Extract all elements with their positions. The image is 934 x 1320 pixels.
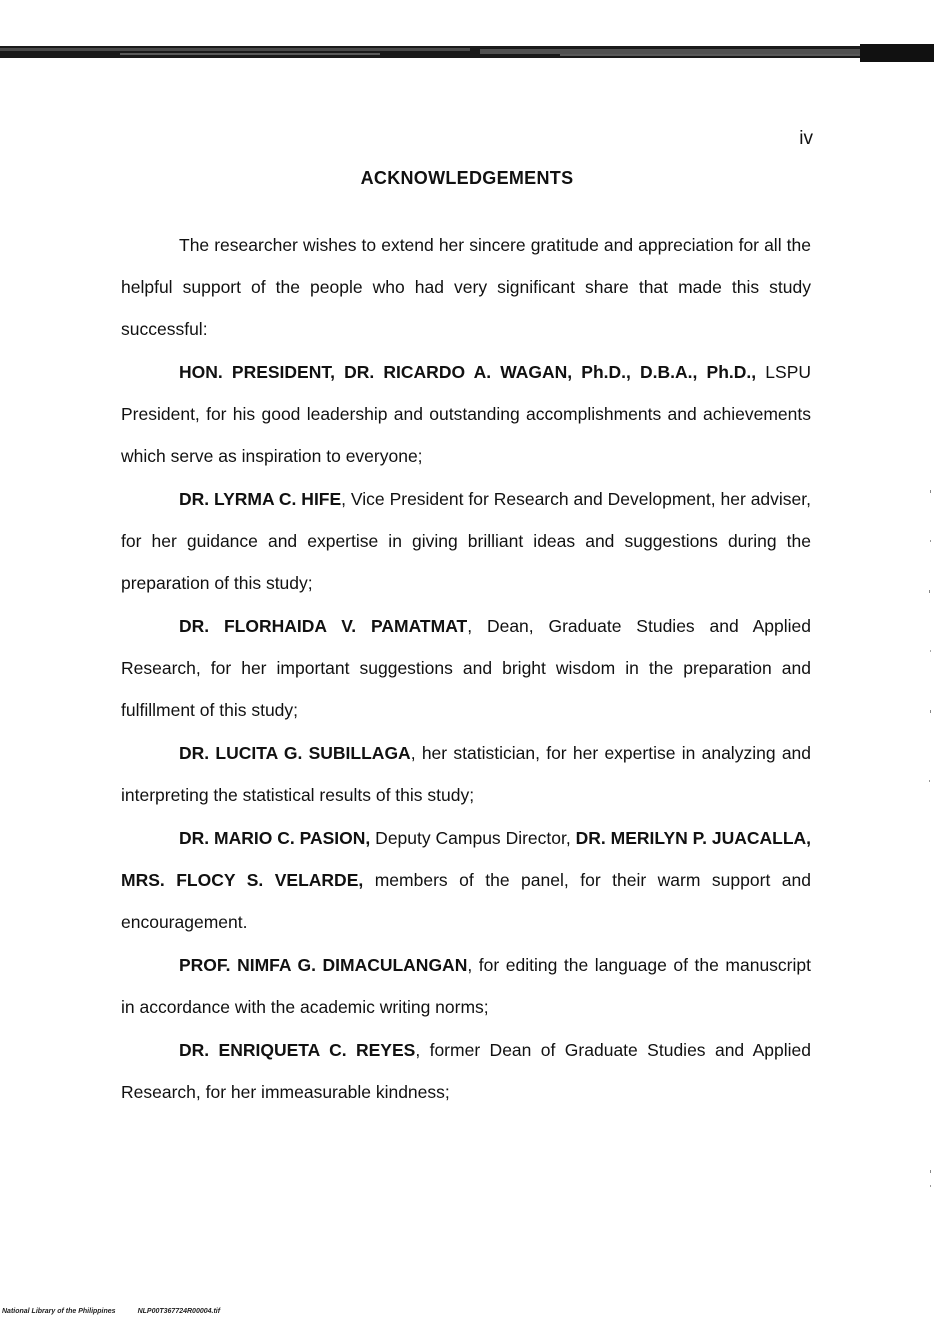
paragraph-text: , her statistician, for her expertise in analyzing and interpreting the statistical results of this study; <box>121 743 812 805</box>
acknowledgement-paragraph <box>121 351 811 477</box>
paragraph-text: , Vice President for Research and Development, her adviser, for her guidance and expertise in giving brilliant ideas and suggestions during the preparation of this study; <box>121 489 811 593</box>
scan-edge-specks <box>924 480 934 1200</box>
person-name: DR. MERILYN P. JUACALLA, MRS. FLOCY S. VELARDE, <box>121 828 812 890</box>
acknowledgement-paragraph <box>121 817 811 943</box>
acknowledgement-paragraph <box>121 1029 811 1113</box>
person-name: DR. LYRMA C. HIFE <box>179 489 342 509</box>
acknowledgement-paragraph <box>121 732 811 816</box>
acknowledgement-paragraph <box>121 478 811 604</box>
acknowledgement-paragraph <box>121 944 811 1028</box>
paragraph-text: , former Dean of Graduate Studies and Applied Research, for her immeasurable kindness; <box>121 1040 811 1102</box>
page-number: iv <box>799 128 813 149</box>
acknowledgements-body <box>121 224 811 1114</box>
paragraph-text: , for editing the language of the manuscript in accordance with the academic writing norms; <box>121 955 811 1017</box>
person-name: HON. PRESIDENT, DR. RICARDO A. WAGAN, Ph.D., D.B.A., Ph.D., <box>179 362 757 382</box>
scan-edge-bar <box>0 44 934 62</box>
person-name: DR. MARIO C. PASION, <box>179 828 371 848</box>
person-name: PROF. NIMFA G. DIMACULANGAN <box>179 955 468 975</box>
intro-paragraph <box>121 224 811 350</box>
file-id: NLP00T367724R00004.tif <box>137 1308 221 1315</box>
page-title: ACKNOWLEDGEMENTS <box>360 168 574 188</box>
person-name: DR. FLORHAIDA V. PAMATMAT <box>179 616 468 636</box>
paragraph-text: Deputy Campus Director, <box>370 828 576 848</box>
person-name: DR. LUCITA G. SUBILLAGA <box>179 743 411 763</box>
paragraph-text: The researcher wishes to extend her sincere gratitude and appreciation for all the helpful support of the people who had very significant share that made this study successful: <box>121 235 811 339</box>
person-name: DR. ENRIQUETA C. REYES <box>179 1040 416 1060</box>
paragraph-text: , Dean, Graduate Studies and Applied Research, for her important suggestions and bright wisdom in the preparation and fulfillment of this study; <box>121 616 811 720</box>
acknowledgement-paragraph <box>121 605 811 731</box>
scan-footer <box>2 1308 220 1315</box>
library-name: National Library of the Philippines <box>2 1308 116 1315</box>
paragraph-text: LSPU President, for his good leadership and outstanding accomplishments and achievements which serve as inspiration to everyone; <box>121 362 812 466</box>
paragraph-text: members of the panel, for their warm support and encouragement. <box>121 870 811 932</box>
